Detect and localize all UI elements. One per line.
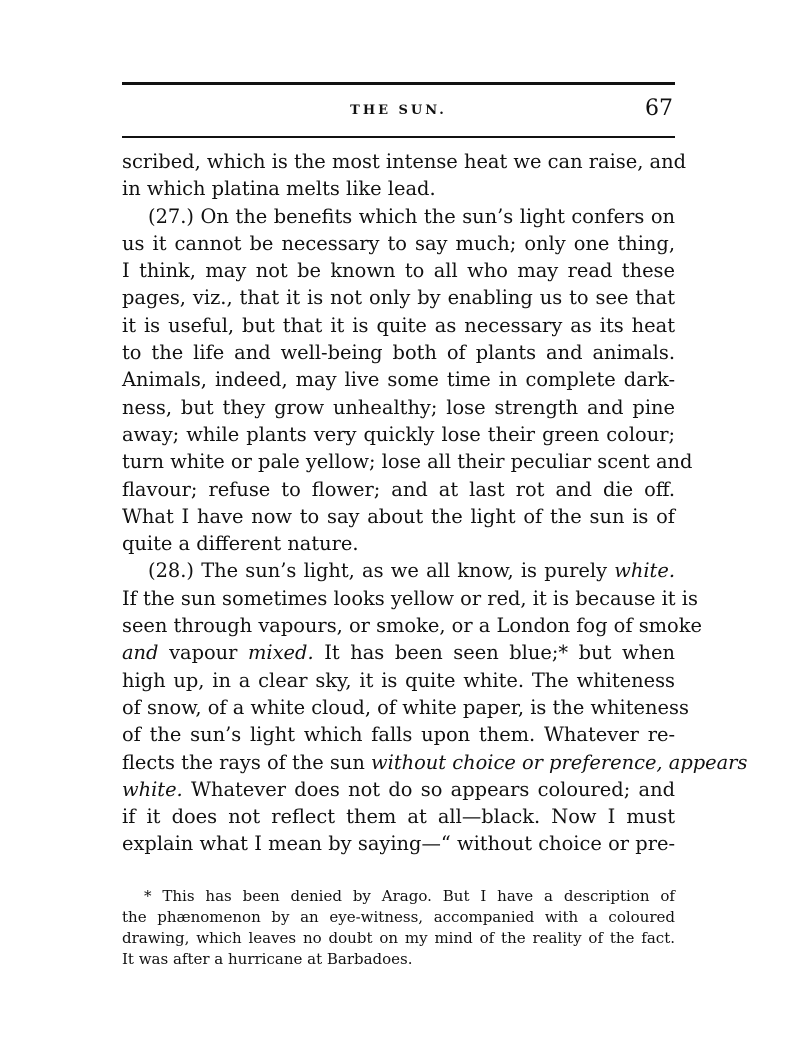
top-rule (122, 82, 675, 85)
text-line (122, 639, 675, 666)
text-line: Animals, indeed, may live some time in complete dark- (122, 368, 675, 392)
text-line: seen through vapours, or smoke, or a London fog of smoke (122, 614, 702, 638)
emphasis: white. (122, 777, 183, 801)
text-line: if it does not reflect them at all—black. Now I must (122, 805, 675, 829)
paragraph-27-start: (27.) On the benefits which the sun’s light confers on (148, 204, 675, 228)
text-line: What I have now to say about the light of the sun is of (122, 504, 675, 528)
footnote-line: the phænomenon by an eye-witness, accompanied with a coloured (122, 908, 675, 926)
text-line: away; while plants very quickly lose their green colour; (122, 422, 675, 446)
text-line: pages, viz., that it is not only by enabling us to see that (122, 286, 675, 310)
text-run: flects the rays of the sun (122, 750, 372, 774)
text-run: It has been seen blue;* but when (313, 641, 676, 665)
emphasis: white. (614, 559, 675, 583)
text-run: Whatever does not do so appears coloured; and (182, 777, 675, 801)
paragraph-28-start (122, 557, 675, 584)
text-line: quite a different nature. (122, 532, 359, 556)
text-line: it is useful, but that it is quite as necessary as its heat (122, 313, 675, 337)
text-line: flavour; refuse to flower; and at last rot and die off. (122, 477, 675, 501)
text-line: us it cannot be necessary to say much; only one thing, (122, 231, 675, 255)
footnote-line: It was after a hurricane at Barbadoes. (122, 950, 413, 968)
page-number: 67 (645, 96, 673, 121)
header-rule (122, 136, 675, 138)
text-line: of the sun’s light which falls upon them. Whatever re- (122, 723, 675, 747)
text-line: of snow, of a white cloud, of white paper, is the whiteness (122, 695, 689, 719)
emphasis: mixed. (248, 641, 314, 665)
text-line: If the sun sometimes looks yellow or red, it is because it is (122, 586, 698, 610)
footnote-line: drawing, which leaves no doubt on my mind of the reality of the fact. (122, 929, 675, 947)
running-head: THE SUN. (350, 103, 447, 118)
text-line: turn white or pale yellow; lose all their peculiar scent and (122, 450, 693, 474)
text-line: in which platina melts like lead. (122, 177, 436, 201)
body-text (122, 148, 748, 858)
text-line (122, 776, 675, 803)
emphasis: and (122, 641, 159, 665)
footnote-line: * This has been denied by Arago. But I have a description of (144, 887, 675, 905)
text-line: explain what I mean by saying—“ without choice or pre- (122, 832, 675, 856)
text-line: I think, may not be known to all who may read these (122, 259, 675, 283)
text-run: vapour (158, 641, 249, 665)
page-header (122, 98, 675, 132)
text-line: ness, but they grow unhealthy; lose strength and pine (122, 395, 675, 419)
text-line: scribed, which is the most intense heat we can raise, and (122, 150, 686, 173)
emphasis: without choice or preference, appears (371, 750, 748, 774)
footnote (122, 886, 675, 970)
text-line: to the life and well-being both of plants and animals. (122, 341, 675, 365)
text-run: (28.) The sun’s light, as we all know, is purely (148, 559, 615, 583)
text-line (122, 749, 748, 776)
text-line: high up, in a clear sky, it is quite white. The whiteness (122, 668, 675, 692)
